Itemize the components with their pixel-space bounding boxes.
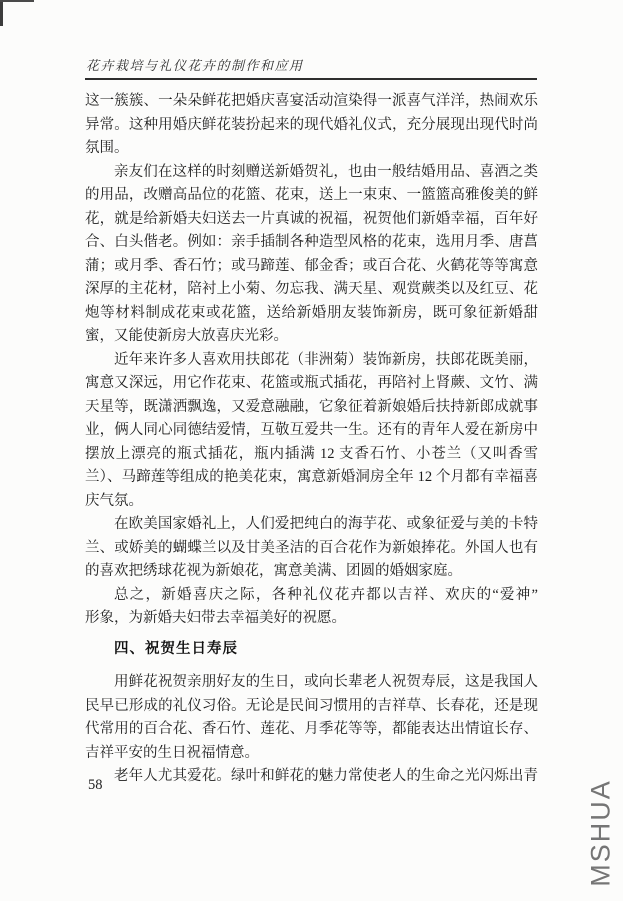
text-line: 吉祥平安的生日祝福情意。: [85, 744, 259, 761]
text-line: 蜜，又能使新房大放喜庆光彩。: [85, 328, 288, 344]
text-line: 深厚的主花材，陪衬上小菊、勿忘我、满天星、观赏蕨类以及红豆、花: [85, 281, 538, 297]
text-line: 合、白头偕老。例如：亲手插制各种造型风格的花束，选用月季、唐菖: [85, 234, 538, 250]
text-line: 亲友们在这样的时刻赠送新婚贺礼，也由一般结婚用品、喜酒之类: [114, 163, 538, 180]
running-header: 花卉栽培与礼仪花卉的制作和应用: [86, 58, 304, 73]
text-line: 氛围。: [85, 140, 129, 156]
text-line: 总之，新婚喜庆之际，各种礼仪花卉都以吉祥、欢庆的“爱神”: [114, 586, 538, 603]
text-line: 蒲；或月季、香石竹；或马蹄莲、郁金香；或百合花、火鹤花等等寓意: [85, 257, 538, 274]
text-line: 花，就是给新婚夫妇送去一片真诚的祝福，祝贺他们新婚幸福，百年好: [85, 210, 538, 227]
text-line: 近年来许多人喜欢用扶郎花（非洲菊）装饰新房，扶郎花既美丽，: [114, 351, 538, 368]
text-line: 用鲜花祝贺亲朋好友的生日，或向长辈老人祝贺寿辰，这是我国人: [114, 674, 538, 690]
text-line: 业，俩人同心同德结爱情，互敬互爱共一生。还有的青年人爱在新房中: [85, 422, 538, 438]
text-line: 兰）、马蹄莲等组成的艳美花束，寓意新婚洞房全年 12 个月都有幸福喜: [85, 469, 538, 485]
text-line: 天星等，既潇洒飘逸，又爱意融融，它象征着新娘婚后扶持新郎成就事: [85, 398, 538, 415]
text-line: 摆放上漂亮的瓶式插花，瓶内插满 12 支香石竹、小苍兰（又叫香雪: [85, 445, 538, 462]
section-heading: 四、祝贺生日寿辰: [114, 640, 238, 657]
text-line: 的用品，改赠高品位的花篮、花束，送上一束束、一篮篮高雅俊美的鲜: [85, 187, 538, 203]
text-line: 形象，为新婚夫妇带去幸福美好的祝愿。: [85, 610, 346, 626]
page-number: 58: [88, 777, 103, 793]
text-line: 的喜欢把绣球花视为新娘花，寓意美满、团圆的婚姻家庭。: [85, 563, 462, 579]
text-line: 民早已形成的礼仪习俗。无论是民间习惯用的吉祥草、长春花，还是现: [85, 697, 538, 714]
watermark: MSHUA: [585, 779, 616, 887]
body-text: [85, 90, 538, 789]
header-rule: [85, 78, 537, 80]
text-line: 庆气氛。: [85, 492, 143, 509]
text-line: 炮等材料制成花束或花篮，送给新婚朋友装饰新房，既可象征新婚甜: [85, 304, 538, 321]
text-line: 兰、或娇美的蝴蝶兰以及甘美圣洁的百合花作为新娘捧花。外国人也有: [85, 539, 538, 556]
text-line: 这一簇簇、一朵朵鲜花把婚庆喜宴活动渲染得一派喜气洋洋，热闹欢乐: [85, 93, 538, 109]
text-line: 寓意又深远，用它作花束、花篮或瓶式插花，再陪衬上肾蕨、文竹、满: [85, 375, 538, 391]
text-line: 代常用的百合花、香石竹、莲花、月季花等等，都能表达出情谊长存、: [85, 721, 538, 737]
text-line: 在欧美国家婚礼上，人们爱把纯白的海芋花、或象征爱与美的卡特: [114, 516, 538, 532]
text-line: 异常。这种用婚庆鲜花装扮起来的现代婚礼仪式，充分展现出现代时尚: [85, 116, 538, 133]
scan-artifact-corner: [0, 0, 3, 26]
text-line: 老年人尤其爱花。绿叶和鲜花的魅力常使老人的生命之光闪烁出青: [114, 768, 538, 784]
scan-artifact-corner-top: [0, 0, 34, 2]
